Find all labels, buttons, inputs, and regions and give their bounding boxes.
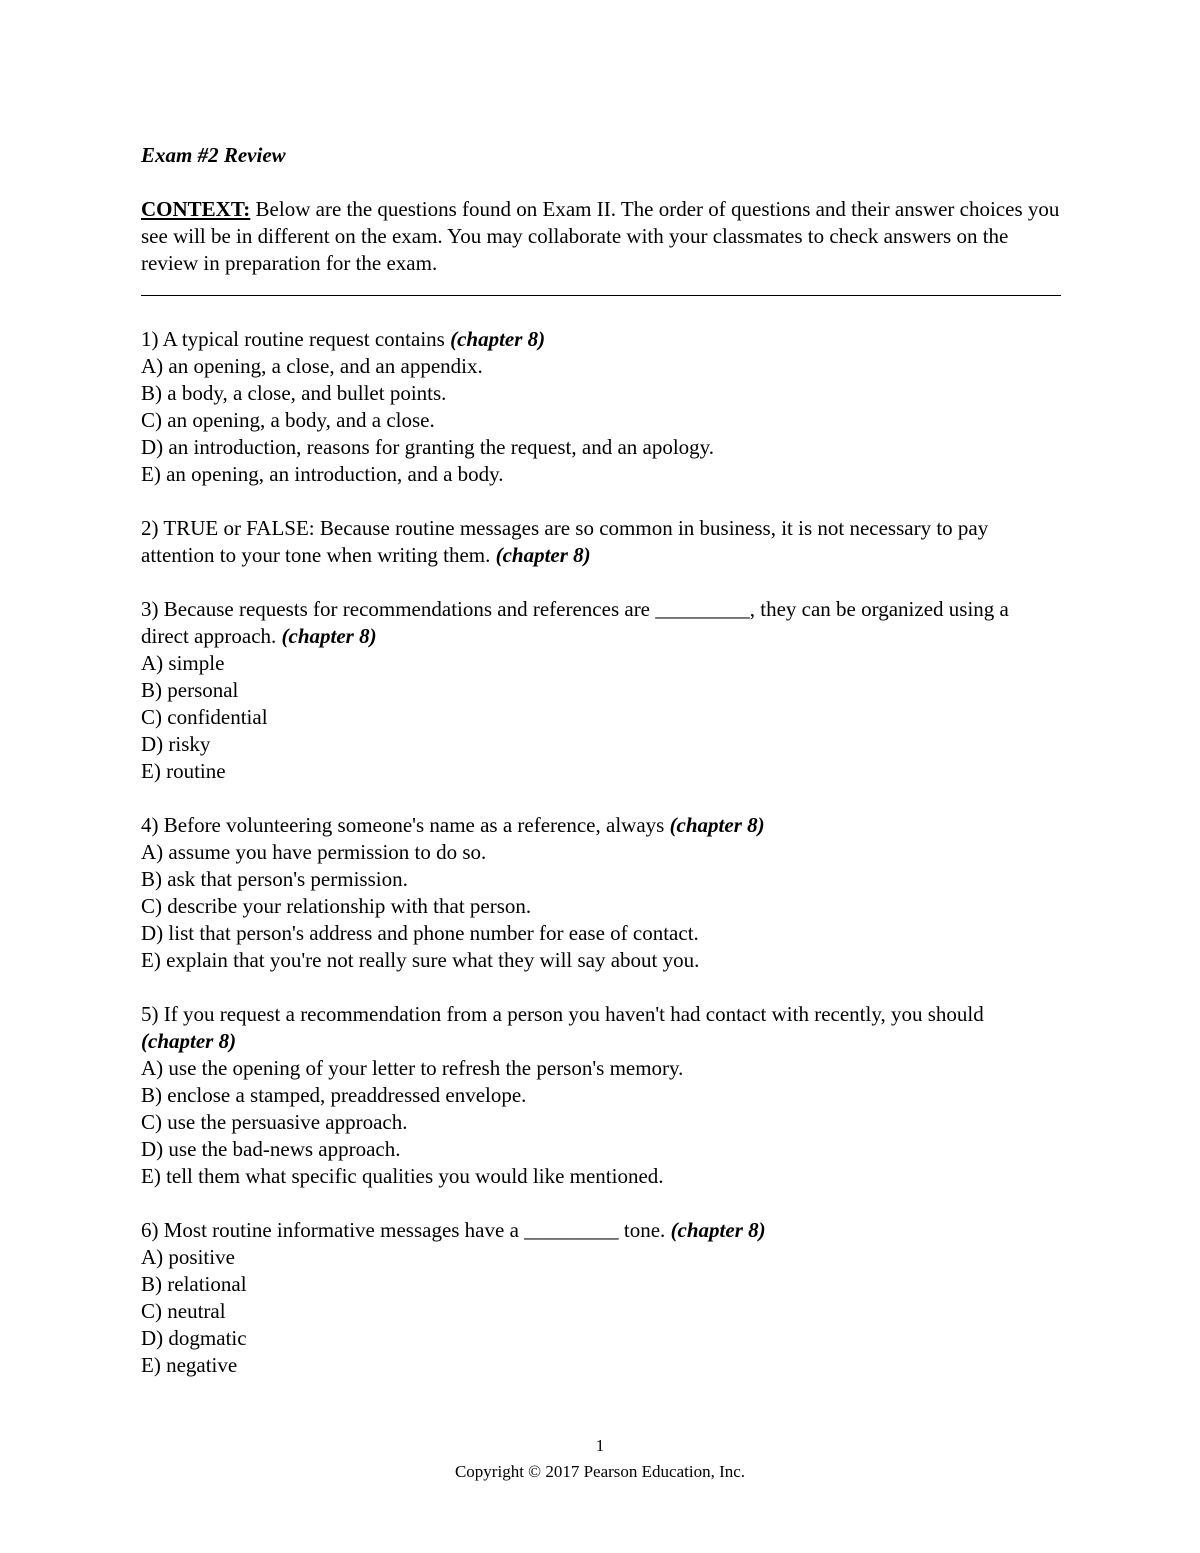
chapter-reference: (chapter 8) [495, 543, 591, 567]
chapter-reference: (chapter 8) [281, 624, 377, 648]
answer-choice: B) enclose a stamped, preaddressed envelope. [141, 1083, 527, 1107]
answer-choice: C) use the persuasive approach. [141, 1110, 408, 1134]
chapter-reference: (chapter 8) [450, 327, 546, 351]
question-stem [141, 1217, 1061, 1244]
question-stem [141, 326, 1061, 353]
answer-choice: C) describe your relationship with that person. [141, 894, 532, 918]
chapter-reference: (chapter 8) [670, 1218, 766, 1242]
document-title: Exam #2 Review [141, 143, 286, 167]
answer-choice: E) routine [141, 759, 226, 783]
answer-choice: E) negative [141, 1353, 238, 1377]
question-list [141, 326, 1061, 1379]
question-4 [141, 812, 1061, 974]
copyright-notice: Copyright © 2017 Pearson Education, Inc. [454, 1462, 746, 1481]
question-text: 5) If you request a recommendation from a person you haven't had contact with recently, you should [141, 1002, 984, 1026]
question-1 [141, 326, 1061, 488]
question-text: 3) Because requests for recommendations and references are _________, they can be organized using a direct approach. [141, 597, 1009, 648]
answer-choice: B) personal [141, 678, 239, 702]
answer-choice: C) an opening, a body, and a close. [141, 408, 435, 432]
answer-choice: B) ask that person's permission. [141, 867, 408, 891]
question-text: 2) TRUE or FALSE: Because routine messages are so common in business, it is not necessary to pay attention to your tone when writing them. [141, 516, 989, 567]
question-text: 6) Most routine informative messages have a _________ tone. [141, 1218, 671, 1242]
page-number: 1 [595, 1436, 605, 1455]
context-text: Below are the questions found on Exam II. The order of questions and their answer choices you see will be in different on the exam. You may collaborate with your classmates to check answers on the review in preparation for the exam. [141, 197, 1060, 275]
answer-choice: D) dogmatic [141, 1326, 247, 1350]
horizontal-divider [141, 295, 1061, 296]
question-stem [141, 812, 1061, 839]
answer-choice: D) list that person's address and phone number for ease of contact. [141, 921, 699, 945]
answer-choice: D) use the bad-news approach. [141, 1137, 401, 1161]
answer-choice: B) a body, a close, and bullet points. [141, 381, 447, 405]
answer-choice: A) an opening, a close, and an appendix. [141, 354, 483, 378]
question-stem [141, 515, 1061, 569]
answer-choice: C) confidential [141, 705, 268, 729]
question-stem [141, 1001, 1061, 1055]
question-3 [141, 596, 1061, 785]
answer-choice: C) neutral [141, 1299, 226, 1323]
context-label: CONTEXT: [141, 197, 251, 221]
page-content [141, 142, 1061, 1406]
chapter-reference: (chapter 8) [141, 1029, 237, 1053]
question-5 [141, 1001, 1061, 1190]
answer-choice: A) assume you have permission to do so. [141, 840, 487, 864]
chapter-reference: (chapter 8) [669, 813, 765, 837]
answer-choice: D) risky [141, 732, 211, 756]
question-6 [141, 1217, 1061, 1379]
answer-choice: B) relational [141, 1272, 247, 1296]
answer-choice: E) tell them what specific qualities you would like mentioned. [141, 1164, 664, 1188]
question-stem [141, 596, 1061, 650]
answer-choice: E) an opening, an introduction, and a body. [141, 462, 504, 486]
answer-choice: A) simple [141, 651, 225, 675]
answer-choice: A) positive [141, 1245, 235, 1269]
context-paragraph [141, 196, 1061, 277]
answer-choice: A) use the opening of your letter to refresh the person's memory. [141, 1056, 684, 1080]
answer-choice: D) an introduction, reasons for granting the request, and an apology. [141, 435, 715, 459]
answer-choice: E) explain that you're not really sure what they will say about you. [141, 948, 700, 972]
question-2 [141, 515, 1061, 569]
question-text: 4) Before volunteering someone's name as a reference, always [141, 813, 670, 837]
question-text: 1) A typical routine request contains [141, 327, 451, 351]
